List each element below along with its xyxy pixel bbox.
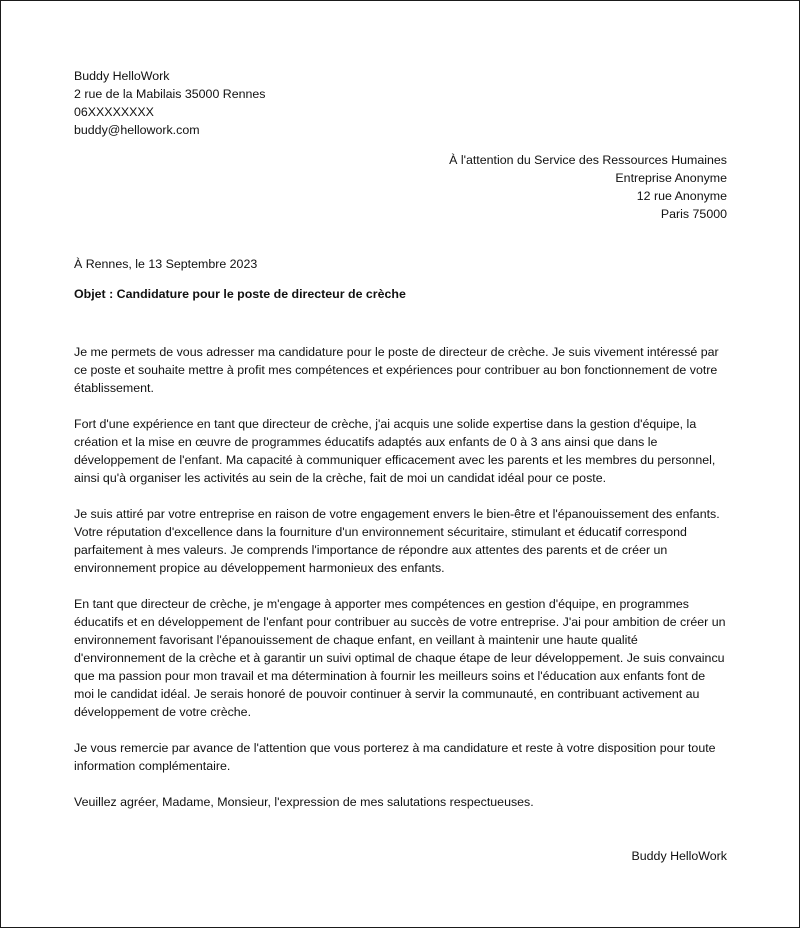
paragraph-motivation: Je suis attiré par votre entreprise en raison de votre engagement envers le bien-être et l'épanouissement des enfants. Votre réputation d'excellence dans la fourniture d'un environnement sécuritaire, stimulant et éducatif correspond parfaitement à mes valeurs. Je comprends l'importance de répondre aux attentes des parents et de créer un environnement propice au développement harmonieux des enfants.: [74, 507, 720, 575]
letter-body: [74, 343, 726, 829]
recipient-street: 12 rue Anonyme: [636, 189, 727, 203]
sender-name: Buddy HelloWork: [74, 69, 170, 83]
sender-email: buddy@hellowork.com: [74, 123, 200, 137]
subject-line: Objet : Candidature pour le poste de directeur de crèche: [74, 287, 406, 301]
sender-block: [74, 67, 266, 139]
recipient-city: Paris 75000: [660, 207, 727, 221]
recipient-attention: À l'attention du Service des Ressources Humaines: [449, 153, 727, 167]
paragraph-commitment: En tant que directeur de crèche, je m'engage à apporter mes compétences en gestion d'équipe, en programmes éducatifs et en développement de l'enfant pour contribuer au succès de votre entreprise. J'ai pour ambition de créer un environnement favorisant l'épanouissement de chaque enfant, en veillant à maintenir une haute qualité d'environnement de la crèche et à garantir un suivi optimal de chaque étape de leur développement. Je suis convaincu que ma passion pour mon travail et ma détermination à fournir les meilleurs soins et l'éducation aux enfants font de moi le candidat idéal. Je serais honoré de pouvoir continuer à servir la communauté, en contribuant activement au développement de votre crèche.: [74, 597, 726, 719]
paragraph-intro: Je me permets de vous adresser ma candidature pour le poste de directeur de crèche. Je suis vivement intéressé par ce poste et souhaite mettre à profit mes compétences et expériences pour contribuer au bon fonctionnement de votre établissement.: [74, 345, 719, 395]
signature: Buddy HelloWork: [631, 849, 727, 863]
recipient-company: Entreprise Anonyme: [615, 171, 727, 185]
sender-address: 2 rue de la Mabilais 35000 Rennes: [74, 87, 266, 101]
paragraph-thanks: Je vous remercie par avance de l'attention que vous porterez à ma candidature et reste à votre disposition pour toute information complémentaire.: [74, 741, 716, 773]
sender-phone: 06XXXXXXXX: [74, 105, 154, 119]
paragraph-experience: Fort d'une expérience en tant que directeur de crèche, j'ai acquis une solide expertise dans la gestion d'équipe, la création et la mise en œuvre de programmes éducatifs adaptés aux enfants de 0 à 3 ans ainsi que dans le développement de l'enfant. Ma capacité à communiquer efficacement avec les parents et les membres du personnel, ainsi qu'à organiser les activités au sein de la crèche, fait de moi un candidat idéal pour ce poste.: [74, 417, 716, 485]
recipient-block: [449, 151, 727, 223]
paragraph-closing: Veuillez agréer, Madame, Monsieur, l'expression de mes salutations respectueuses.: [74, 795, 534, 809]
date-line: À Rennes, le 13 Septembre 2023: [74, 257, 258, 271]
